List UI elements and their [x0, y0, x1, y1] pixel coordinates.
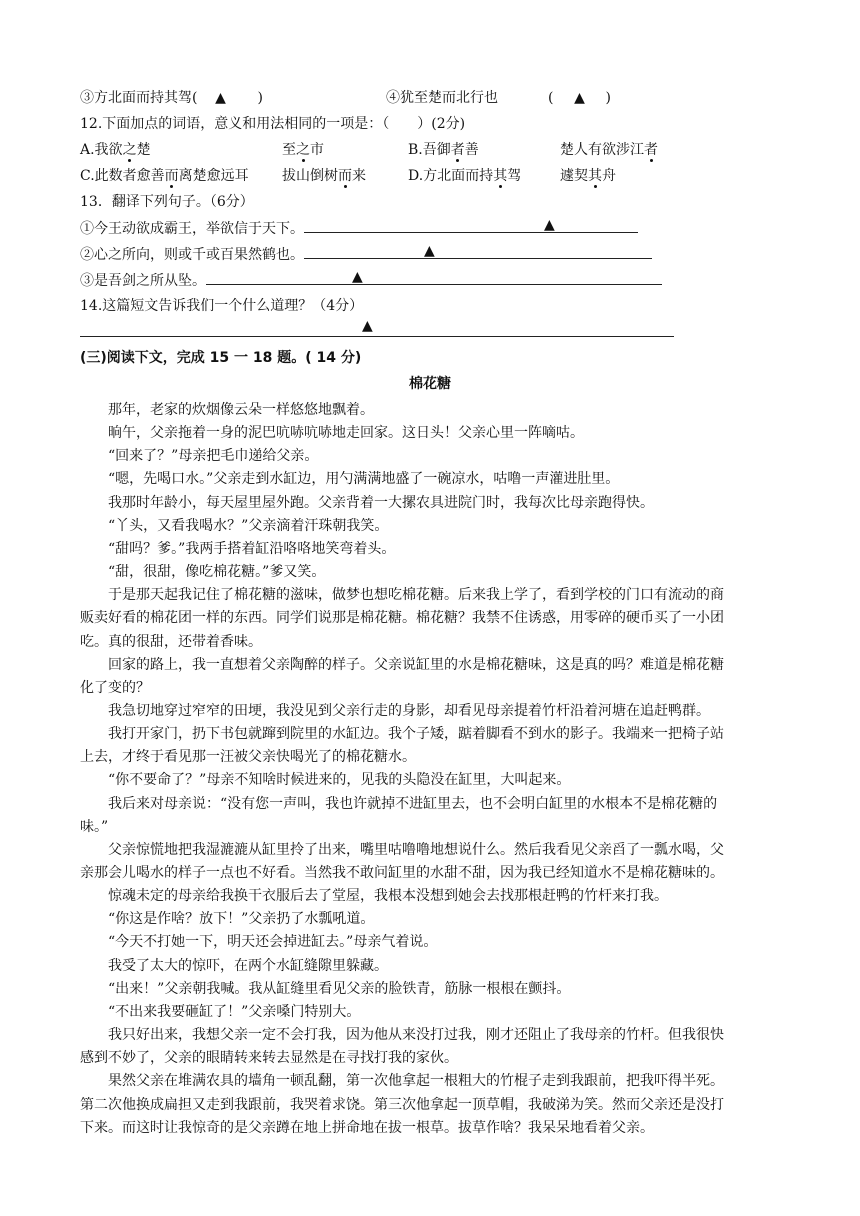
article-line: “回来了？”母亲把毛巾递给父亲。: [108, 448, 319, 464]
article-line: 吃。真的很甜，还带着香味。: [80, 634, 262, 650]
article-line: “甜吗？爹。”我两手搭着缸沿咯咯地笑弯着头。: [108, 541, 396, 557]
article-line: 我只好出来，我想父亲一定不会打我，因为他从来没打过我，刚才还阻止了我母亲的竹杆。但我很快: [108, 1027, 724, 1043]
answer-blank[interactable]: [304, 218, 638, 233]
article-line: 第二次他换成扁担又走到我跟前，我哭着求饶。第三次他拿起一顶草帽，我破涕为笑。然而父亲还是没打: [80, 1097, 724, 1113]
article-line: “丫头，又看我喝水？”父亲滴着汗珠朝我笑。: [108, 518, 389, 534]
article-line: 味。”: [80, 819, 109, 835]
q12-option-a2: 至之市: [282, 142, 324, 158]
section-heading: (三)阅读下文，完成 15 一 18 题。( 14 分): [80, 350, 362, 366]
answer-mark: ▲: [362, 318, 373, 334]
article-title: 棉花糖: [409, 376, 451, 392]
article-line: “你这是作啥？放下！”父亲扔了水瓢吼道。: [108, 911, 375, 927]
answer-blank[interactable]: [304, 244, 652, 259]
article-line: 贩卖好看的棉花团一样的东西。同学们说那是棉花糖。棉花糖？我禁不住诱惑，用零碎的硬币买了一小团: [80, 610, 724, 626]
article-line: 于是那天起我记住了棉花糖的滋味，做梦也想吃棉花糖。后来我上学了，看到学校的门口有流动的商: [108, 587, 724, 603]
article-line: 我后来对母亲说：“没有您一声叫，我也许就掉不进缸里去，也不会明白缸里的水根本不是棉花糖的: [108, 796, 718, 812]
article-line: 我那时年龄小，每天屋里屋外跑。父亲背着一大摞农具进院门时，我每次比母亲跑得快。: [108, 495, 654, 511]
article-line: “不出来我要砸缸了！”父亲嗓门特别大。: [108, 1004, 361, 1020]
article-line: 化了变的？: [80, 680, 150, 696]
article-line: 感到不妙了，父亲的眼睛转来转去显然是在寻找打我的家伙。: [80, 1050, 458, 1066]
q12-stem: 12.下面加点的词语，意义和用法相同的一项是：（ ）(2分): [80, 116, 466, 132]
article-line: “嗯，先喝口水。”父亲走到水缸边，用勺满满地盛了一碗凉水，咕噜一声灌进肚里。: [108, 471, 620, 487]
q12-option-a1: A.我欲之楚: [80, 142, 151, 158]
answer-blank[interactable]: [80, 320, 674, 337]
q12-option-c1: C.此数者愈善而离楚愈远耳: [80, 168, 249, 184]
article-line: 果然父亲在堆满农具的墙角一顿乱翻，第一次他拿起一根粗大的竹棍子走到我跟前，把我吓得半死。: [108, 1073, 724, 1089]
article-line: 下来。而这时让我惊奇的是父亲蹲在地上拼命地在拔一根草。拔草作啥？我呆呆地看着父亲。: [80, 1120, 654, 1136]
article-line: 父亲惊慌地把我湿漉漉从缸里拎了出来，嘴里咕噜噜地想说什么。然后我看见父亲舀了一瓢水喝，父: [108, 842, 724, 858]
article-line: “甜，很甜，像吃棉花糖。”爹又笑。: [108, 564, 326, 580]
answer-mark: ▲: [352, 269, 363, 285]
article-line: 惊魂未定的母亲给我换干衣服后去了堂屋，我根本没想到她会去找那根赶鸭的竹杆来打我。: [108, 888, 668, 904]
article-line: 上去，才终于看见那一汪被父亲快喝光了的棉花糖水。: [80, 749, 416, 765]
q12-option-d1: D.方北面而持其驾: [408, 168, 522, 184]
q12-option-c2: 拔山倒树而来: [282, 168, 366, 184]
answer-blank[interactable]: [206, 270, 662, 285]
article-line: 晌午，父亲拖着一身的泥巴吭哧吭哧地走回家。这日头！父亲心里一阵嘀咕。: [108, 425, 584, 441]
article-line: 我打开家门，扔下书包就蹿到院里的水缸边。我个子矮，踮着脚看不到水的影子。我端来一把椅子站: [108, 726, 724, 742]
q13-sentence-1: ①今王动欲成霸王，举欲信于天下。 ▲: [80, 218, 638, 239]
article-line: 我受了太大的惊吓，在两个水缸缝隙里躲藏。: [108, 958, 388, 974]
q11-item3: ③方北面而持其驾( ▲ ): [80, 90, 263, 106]
article-line: “今天不打她一下，明天还会掉进缸去。”母亲气着说。: [108, 934, 438, 950]
article-line: 亲那会儿喝水的样子一点也不好看。当然我不敢问缸里的水甜不甜，因为我已经知道水不是棉花糖味的。: [80, 865, 724, 881]
answer-mark: ▲: [215, 90, 226, 106]
answer-mark: ▲: [574, 90, 585, 106]
q13-stem: 13．翻译下列句子。（6分）: [80, 194, 254, 210]
q14-stem: 14.这篇短文告诉我们一个什么道理？（4分）: [80, 298, 364, 314]
q12-option-b2: 楚人有欲涉江者: [560, 142, 658, 158]
q11-item4: ④犹至楚而北行也 ( ▲ ): [386, 90, 611, 106]
article-line: 我急切地穿过窄窄的田埂，我没见到父亲行走的身影，却看见母亲提着竹杆沿着河塘在追赶鸭群。: [108, 703, 710, 719]
answer-mark: ▲: [544, 217, 555, 233]
article-line: 那年，老家的炊烟像云朵一样悠悠地飘着。: [108, 402, 374, 418]
article-line: 回家的路上，我一直想着父亲陶醉的样子。父亲说缸里的水是棉花糖味，这是真的吗？难道是棉花糖: [108, 657, 724, 673]
q13-sentence-3: ③是吾剑之所从坠。 ▲: [80, 270, 662, 291]
q12-option-d2: 遽契其舟: [560, 168, 616, 184]
q12-option-b1: B.吾御者善: [408, 142, 479, 158]
answer-mark: ▲: [424, 243, 435, 259]
article-line: “出来！”父亲朝我喊。我从缸缝里看见父亲的脸铁青，筋脉一根根在颤抖。: [108, 981, 571, 997]
q13-sentence-2: ②心之所向，则或千或百果然鹤也。 ▲: [80, 244, 652, 265]
article-line: “你不要命了？”母亲不知啥时候进来的，见我的头隐没在缸里，大叫起来。: [108, 772, 571, 788]
